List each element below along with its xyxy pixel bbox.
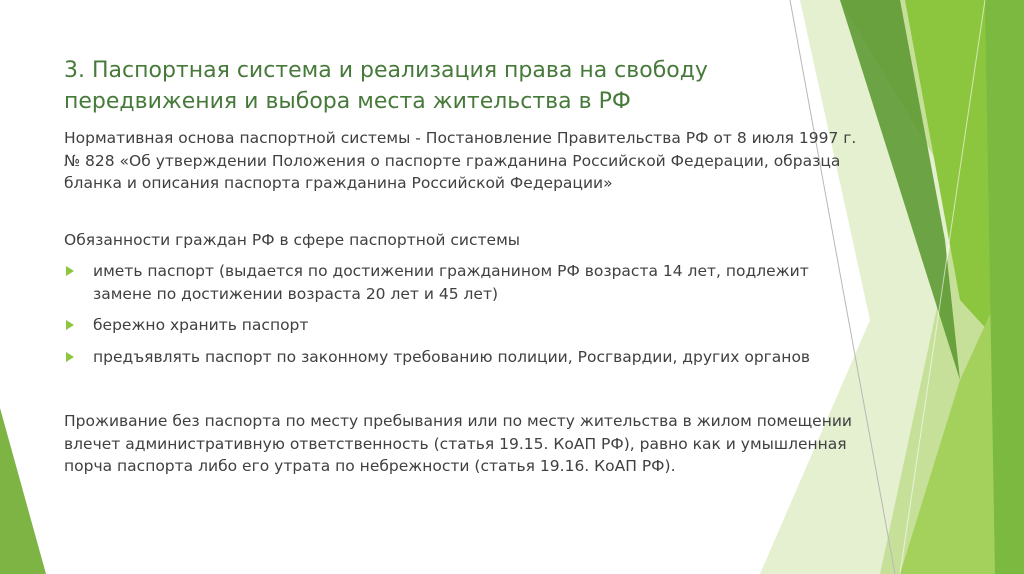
left-triangle-shape	[0, 408, 46, 574]
duties-heading: Обязанности граждан РФ в сфере паспортной системы	[64, 230, 521, 249]
list-item-text: иметь паспорт (выдается по достижении гражданином РФ возраста 14 лет, подлежит замене по достижении возраста 20 лет и 45 лет)	[93, 262, 809, 303]
triangle-right-icon	[66, 320, 74, 330]
duties-list	[64, 260, 864, 368]
list-item-text: бережно хранить паспорт	[93, 316, 309, 334]
slide-content	[64, 127, 864, 478]
list-item	[64, 346, 864, 369]
list-item-text: предъявлять паспорт по законному требованию полиции, Росгвардии, других органов	[93, 347, 811, 366]
liability-paragraph: Проживание без паспорта по месту пребывания или по месту жительства в жилом помещении влечет административную ответственность (статья 19.15. КоАП РФ), равно как и умышленная порча паспорта либо его утрата по небрежности (статья 19.16. КоАП РФ).	[64, 412, 853, 475]
list-item	[64, 260, 864, 305]
list-item	[64, 314, 864, 337]
intro-paragraph: Нормативная основа паспортной системы - Постановление Правительства РФ от 8 июля 1997 г. № 828 «Об утверждении Положения о паспорте гражданина Российской Федерации, образца бланка и описания паспорта гражданина Российской Федерации»	[64, 129, 857, 192]
triangle-right-icon	[66, 266, 74, 276]
slide-title: 3. Паспортная система и реализация права на свободу передвижения и выбора места жительства в РФ	[64, 58, 708, 114]
triangle-right-icon	[66, 352, 74, 362]
